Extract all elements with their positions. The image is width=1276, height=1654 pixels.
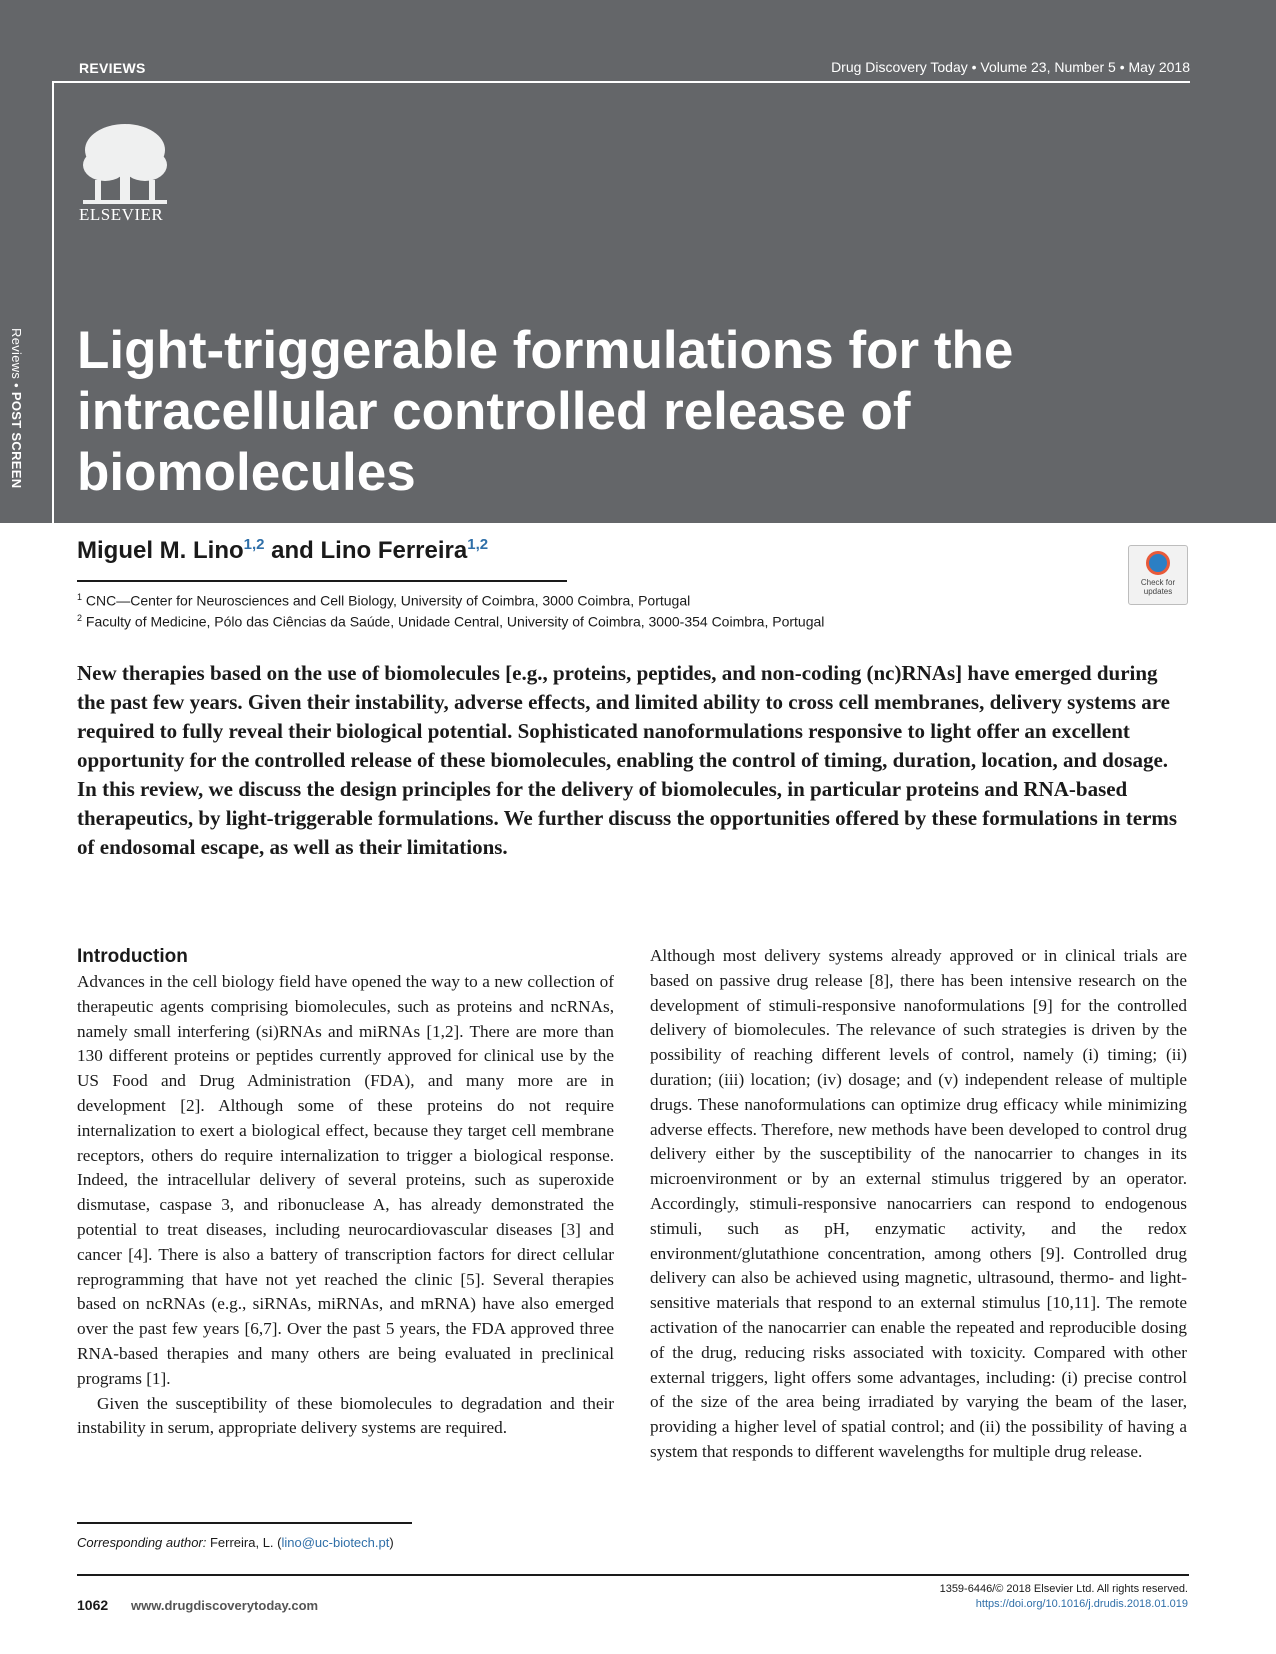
author-1[interactable]: Miguel M. Lino [77, 537, 244, 564]
copyright-notice: 1359-6446/© 2018 Elsevier Ltd. All rights reserved. [939, 1583, 1188, 1595]
corresponding-author-note [77, 1535, 394, 1550]
footnote-close: ) [389, 1535, 394, 1550]
section-label: REVIEWS [79, 60, 146, 76]
page-number: 1062 [77, 1597, 109, 1613]
publisher-logo-text: ELSEVIER [79, 205, 164, 224]
article-title: Light-triggerable formulations for the intracellular controlled release of biomolecules [77, 321, 1014, 502]
body-column-right [650, 944, 1187, 1465]
check-for-updates-icon [1146, 551, 1170, 575]
intro-heading: Introduction [77, 946, 188, 967]
author-joiner: and [264, 537, 321, 564]
affiliation-2-sup: 2 [77, 613, 83, 623]
abstract: New therapies based on the use of biomolecules [e.g., proteins, peptides, and non-coding (nc)RNAs] have emerged during the past few years. Given their instability, adverse effects, and limited ability to cross cell membranes, delivery systems are required to fully reveal their biological potential. Sophisticated nanoformulations responsive to light offer an excellent opportunity for the controlled release of these biomolecules, enabling the control of timing, duration, location, and dosage. In this review, we discuss the design principles for the delivery of biomolecules, in particular proteins and RNA-based therapeutics, by light-triggerable formulations. We further discuss the opportunities offered by these formulations in terms of endosomal escape, as well as their limitations. [77, 661, 1178, 859]
header-divider [52, 81, 1190, 83]
footnote-divider [77, 1522, 412, 1524]
affiliation-1 [77, 592, 690, 609]
affiliation-1-text: CNC—Center for Neurosciences and Cell Biology, University of Coimbra, 3000 Coimbra, Portugal [85, 592, 691, 609]
side-label-bold: POST SCREEN [9, 391, 24, 489]
journal-citation: Drug Discovery Today • Volume 23, Number 5 • May 2018 [831, 59, 1190, 75]
footnote-name: Ferreira, L. ( [206, 1535, 282, 1550]
check-for-updates-label: Check for updates [1140, 578, 1176, 596]
author-1-affil[interactable]: 1,2 [243, 536, 265, 553]
footer-divider [77, 1574, 1189, 1576]
check-for-updates-button[interactable] [1128, 545, 1188, 605]
body-paragraph: Given the susceptibility of these biomolecules to degradation and their instability in serum, appropriate delivery systems are required. [77, 1393, 614, 1438]
affiliation-2-text: Faculty of Medicine, Pólo das Ciências da Saúde, Unidade Central, University of Coimbra, 3000-354 Coimbra, Portugal [85, 613, 825, 630]
side-section-label [9, 328, 24, 488]
body-paragraph: Although most delivery systems already approved or in clinical trials are based on passive drug release [8], there has been intensive research on the development of stimuli-responsive nanoformulations [9] for the controlled delivery of biomolecules. The relevance of such strategies is driven by the possibility of reaching different levels of control, namely (i) timing; (ii) duration; (iii) location; (iv) dosage; and (v) independent release of multiple drugs. These nanoformulations can optimize drug efficacy while minimizing adverse effects. Therefore, new methods have been developed to control drug delivery either by the susceptibility of the nanocarrier to changes in its microenvironment or by an external stimulus triggered by an operator. Accordingly, stimuli-responsive nanocarriers can respond to endogenous stimuli, such as pH, enzymatic activity, and the redox environment/glutathione concentration, among others [9]. Controlled drug delivery can also be achieved using magnetic, ultrasound, thermo- and light-sensitive materials that respond to an external stimulus [10,11]. The remote activation of the nanocarrier can enable the repeated and reproducible dosing of the drug, reducing risks associated with toxicity. Compared with other external triggers, light offers some advantages, including: (i) precise control of the size of the area being irradiated by varying the beam of the laser, providing a higher level of spatial control; and (ii) the possibility of having a system that responds to different wavelengths for multiple drug release. [650, 946, 1187, 1461]
affiliation-1-sup: 1 [77, 592, 83, 602]
footnote-label: Corresponding author: [77, 1535, 207, 1550]
affiliation-2 [77, 613, 824, 630]
authors-underline [77, 580, 567, 582]
author-2[interactable]: Lino Ferreira [320, 537, 468, 564]
doi-link[interactable]: https://doi.org/10.1016/j.drudis.2018.01.019 [975, 1598, 1188, 1610]
header-side-rule [52, 81, 54, 523]
side-label-plain: Reviews • [9, 328, 24, 392]
body-paragraph: Advances in the cell biology field have opened the way to a new collection of therapeutic agents comprising biomolecules, such as proteins and ncRNAs, namely small interfering (si)RNAs and miRNAs [1,2]. There are more than 130 different proteins or peptides currently approved for clinical use by the US Food and Drug Administration (FDA), and many more are in development [2]. Although some of these proteins do not require internalization to exert a biological effect, because they target cell membrane receptors, others do require internalization to trigger a biological response. Indeed, the intracellular delivery of several proteins, such as superoxide dismutase, caspase 3, and ribonuclease A, has already demonstrated the potential to treat diseases, including neurocardiovascular diseases [3] and cancer [4]. There is also a battery of transcription factors for direct cellular reprogramming that have not yet reached the clinic [5]. Several therapies based on ncRNAs (e.g., siRNAs, miRNAs, and mRNA) have also emerged over the past few years [6,7]. Over the past 5 years, the FDA approved three RNA-based therapies and many others are being evaluated in preclinical programs [1]. [77, 972, 614, 1388]
journal-website-link[interactable]: www.drugdiscoverytoday.com [131, 1598, 319, 1613]
author-email-link[interactable]: lino@uc-biotech.pt [281, 1535, 390, 1550]
author-2-affil[interactable]: 1,2 [467, 536, 489, 553]
body-column-left [77, 944, 614, 1441]
author-list [77, 536, 488, 565]
